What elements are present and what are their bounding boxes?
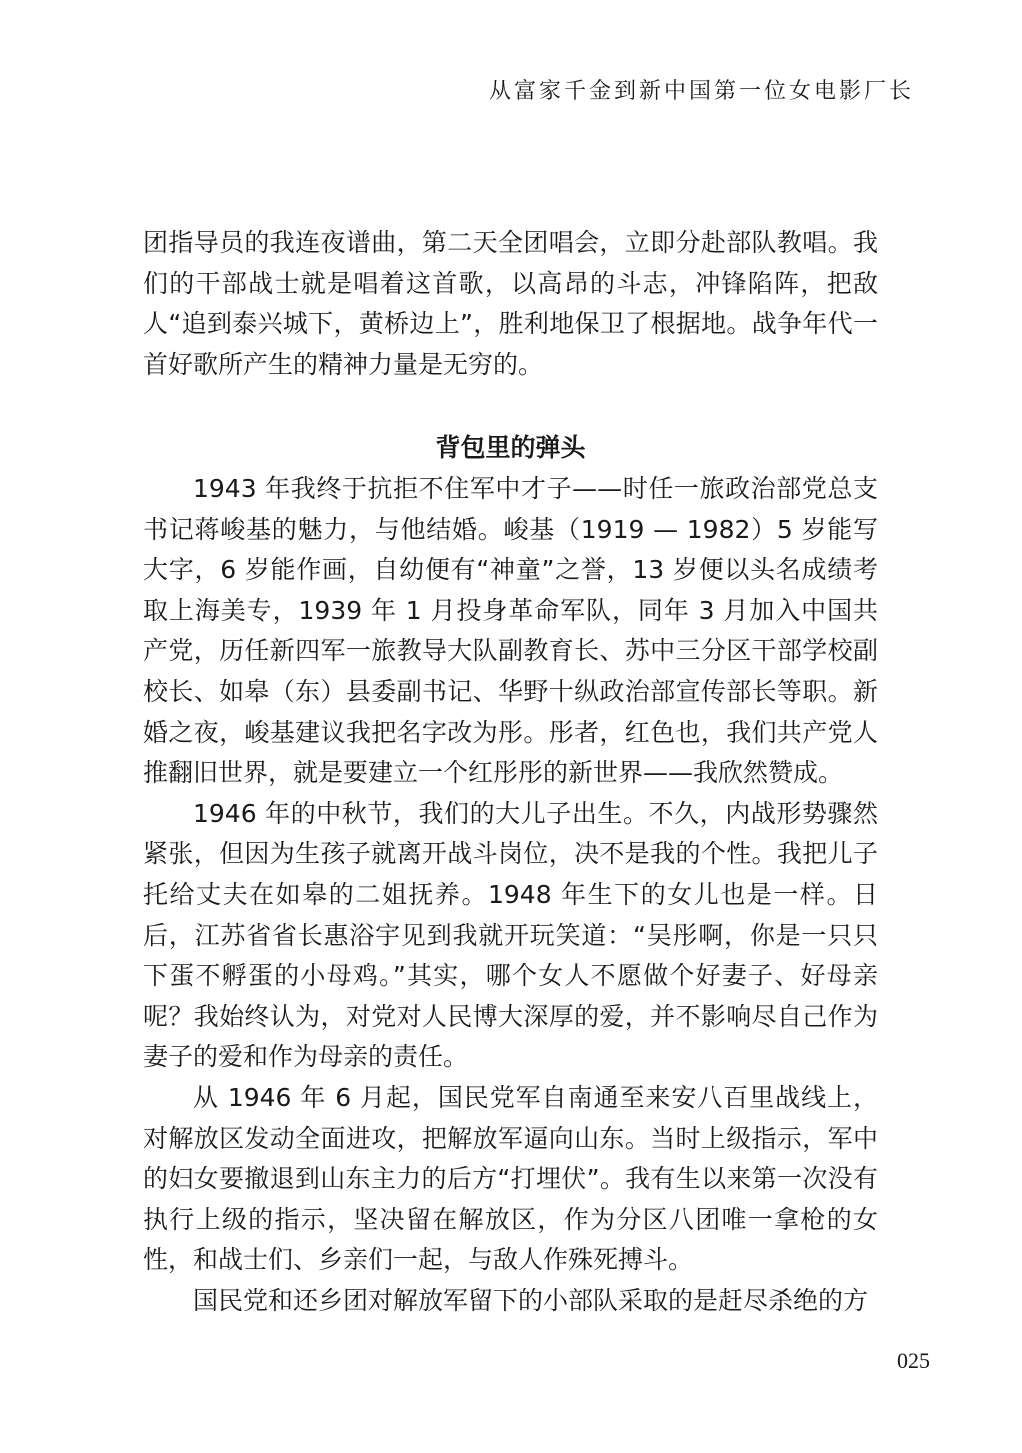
section-block [143,429,878,1321]
section-heading: 背包里的弹头 [435,433,586,462]
continued-paragraph: 团指导员的我连夜谱曲，第二天全团唱会，立即分赴部队教唱。我们的干部战士就是唱着这首歌，以高昂的斗志，冲锋陷阵，把敌人“追到泰兴城下，黄桥边上”，胜利地保卫了根据地。战争年代一首好歌所产生的精神力量是无穷的。 [143,228,878,379]
running-head: 从富家千金到新中国第一位女电影厂长 [488,79,914,104]
page-number: 025 [897,1348,930,1373]
body-paragraph: 1943 年我终于抗拒不住军中才子——时任一旅政治部党总支书记蒋峻基的魅力，与他结婚。峻基（1919 — 1982）5 岁能写大字，6 岁能作画，自幼便有“神童”之誉，13 岁便以头名成绩考取上海美专，1939 年 1 月投身革命军队，同年 3 月加入中国共产党，历任新四军一旅教导大队副教育长、苏中三分区干部学校副校长、如皋（东）县委副书记、华野十纵政治部宣传部长等职。新婚之夜，峻基建议我把名字改为彤。彤者，红色也，我们共产党人推翻旧世界，就是要建立一个红彤彤的新世界——我欣然赞成。 [143,474,878,788]
body-paragraph: 从 1946 年 6 月起，国民党军自南通至来安八百里战线上，对解放区发动全面进攻，把解放军逼向山东。当时上级指示，军中的妇女要撤退到山东主力的后方“打埋伏”。我有生以来第一次没有执行上级的指示，坚决留在解放区，作为分区八团唯一拿枪的女性，和战士们、乡亲们一起，与敌人作殊死搏斗。 [143,1082,878,1275]
body-paragraph: 国民党和还乡团对解放军留下的小部队采取的是赶尽杀绝的方 [193,1285,869,1315]
body-paragraph: 1946 年的中秋节，我们的大儿子出生。不久，内战形势骤然紧张，但因为生孩子就离开战斗岗位，决不是我的个性。我把儿子托给丈夫在如皋的二姐抚养。1948 年生下的女儿也是一样。日后，江苏省省长惠浴宇见到我就开玩笑道：“吴彤啊，你是一只只下蛋不孵蛋的小母鸡。”其实，哪个女人不愿做个好妻子、好母亲呢？我始终认为，对党对人民博大深厚的爱，并不影响尽自己作为妻子的爱和作为母亲的责任。 [143,798,878,1072]
continued-text-block [143,223,878,385]
